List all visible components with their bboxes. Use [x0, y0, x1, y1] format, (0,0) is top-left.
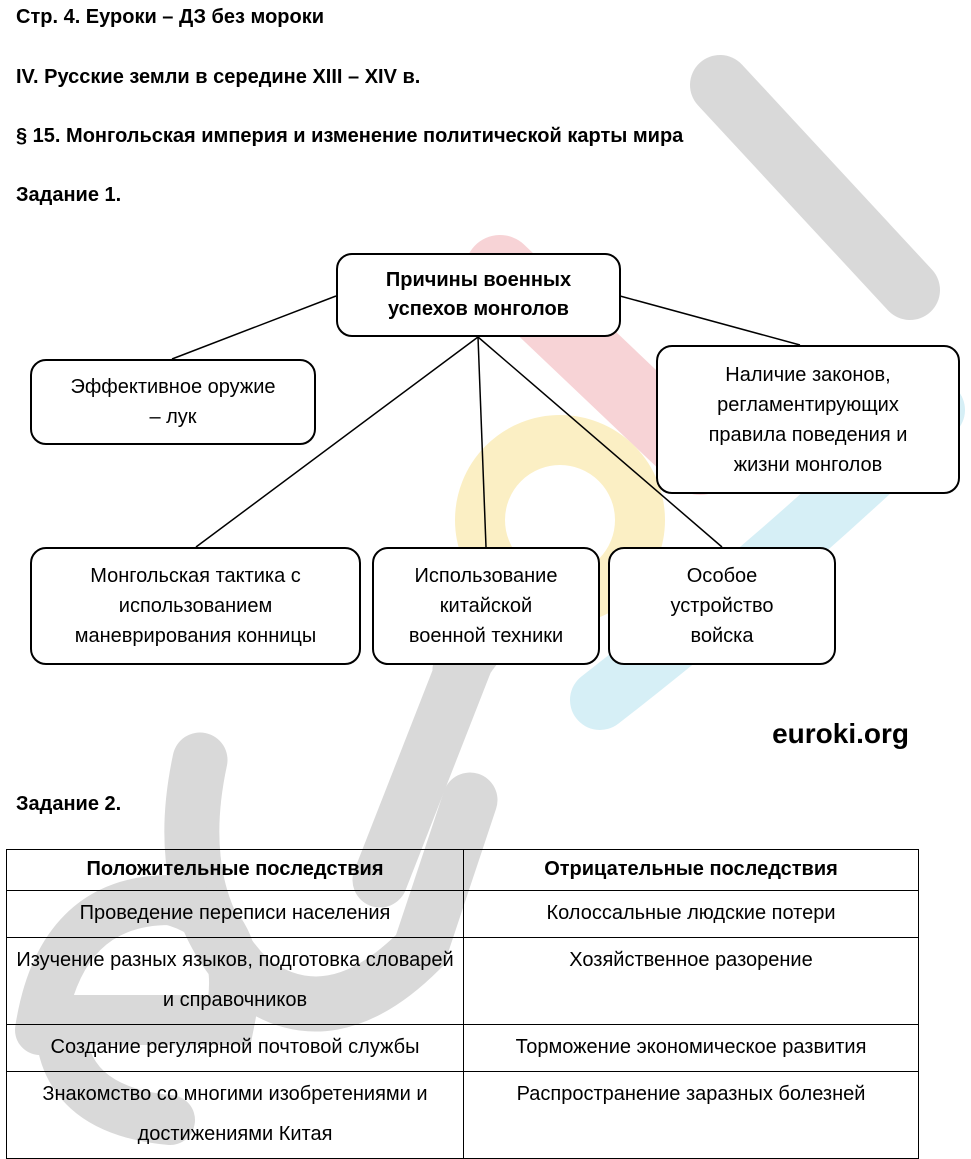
positive-header: Положительные последствия — [7, 850, 464, 891]
table-row — [7, 891, 919, 938]
positive-cell: Знакомство со многими изобретениями и достижениями Китая — [7, 1072, 464, 1159]
laws-line-1: Наличие законов, — [725, 363, 891, 386]
table-row — [7, 938, 919, 1025]
central-line-1: Причины военных — [385, 269, 572, 291]
technique-line-2: китайской — [439, 595, 533, 617]
tactics-line-3: маневрирования конницы — [74, 625, 317, 647]
positive-cell: Создание регулярной почтовой службы — [7, 1025, 464, 1072]
negative-cell: Распространение заразных болезней — [464, 1072, 919, 1159]
army-line-2: устройство — [670, 595, 774, 617]
laws-line-2: регламентирующих — [717, 393, 899, 416]
connector-laws — [620, 296, 800, 345]
connector-technique — [478, 337, 486, 547]
tactics-line-1: Монгольская тактика с — [90, 565, 301, 587]
weapon-line-2: – лук — [149, 406, 197, 428]
technique-line-3: военной техники — [408, 625, 564, 647]
connector-weapon — [172, 296, 336, 359]
negative-cell: Хозяйственное разорение — [464, 938, 919, 1025]
page-header: Стр. 4. Еуроки – ДЗ без мороки — [16, 6, 325, 28]
tactics-box — [30, 547, 361, 665]
positive-cell: Проведение переписи населения — [7, 891, 464, 938]
weapon-line-1: Эффективное оружие — [70, 376, 276, 398]
technique-line-1: Использование — [414, 565, 558, 587]
positive-cell: Изучение разных языков, подготовка словарей и справочников — [7, 938, 464, 1025]
table-row — [7, 1072, 919, 1159]
chapter-title: IV. Русские земли в середине XIII – XIV в. — [16, 66, 421, 88]
table-header-row — [7, 850, 919, 891]
technique-box — [372, 547, 600, 665]
tactics-line-2: использованием — [118, 595, 273, 617]
paragraph-title: § 15. Монгольская империя и изменение политической карты мира — [16, 125, 684, 147]
table-row — [7, 1025, 919, 1072]
laws-box — [656, 345, 960, 494]
consequences-table — [6, 849, 919, 1159]
central-line-2: успехов монголов — [388, 298, 569, 320]
army-box — [608, 547, 836, 665]
task2-title: Задание 2. — [16, 793, 122, 815]
laws-line-3: правила поведения и — [708, 423, 908, 446]
negative-cell: Торможение экономическое развития — [464, 1025, 919, 1072]
task1-title: Задание 1. — [16, 184, 122, 206]
negative-cell: Колоссальные людские потери — [464, 891, 919, 938]
army-line-1: Особое — [686, 565, 758, 587]
laws-line-4: жизни монголов — [733, 453, 883, 476]
central-box — [336, 253, 621, 337]
negative-header: Отрицательные последствия — [464, 850, 919, 891]
weapon-box — [30, 359, 316, 445]
army-line-3: войска — [690, 625, 754, 647]
site-label: euroki.org — [772, 718, 909, 749]
